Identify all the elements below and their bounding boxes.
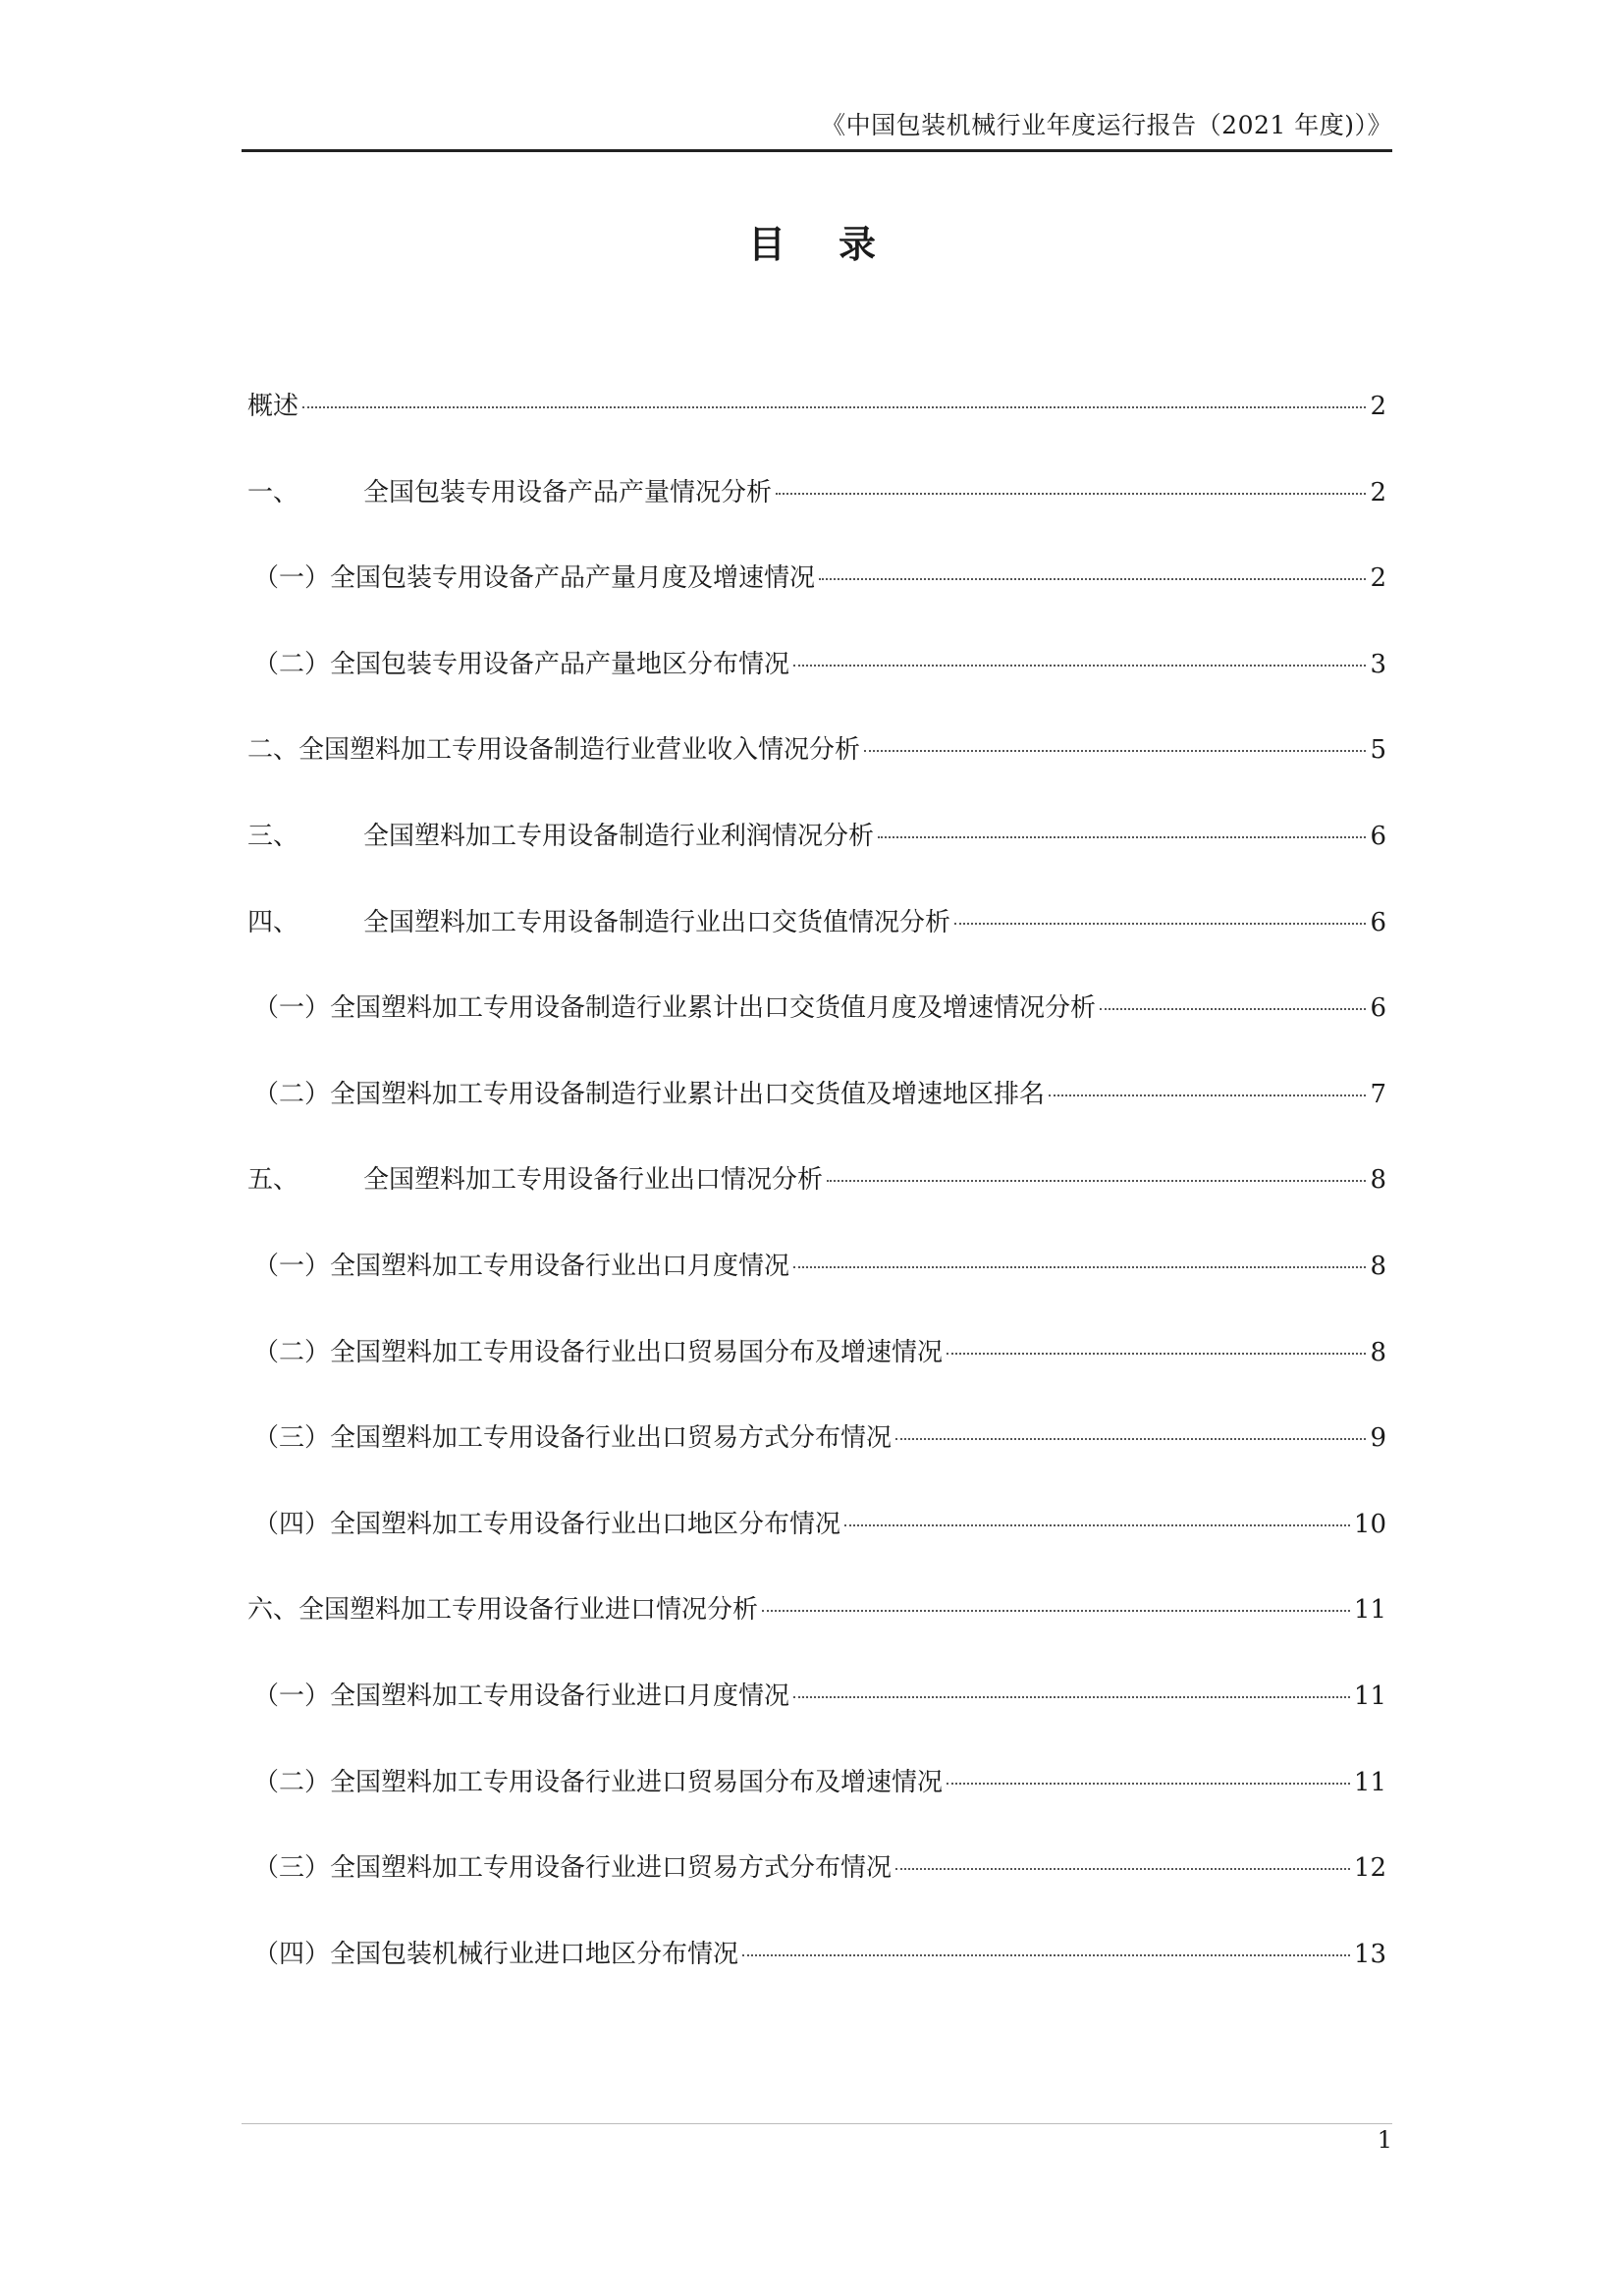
toc-entry-section-1-1[interactable] [247,561,1386,647]
dot-leader [819,578,1366,580]
dot-leader [762,1610,1350,1612]
page-number: 1 [1377,2126,1392,2154]
toc-entry-number: 四、 [247,907,299,937]
toc-entry-section-6-1[interactable] [247,1679,1386,1765]
toc-entry-section-3[interactable] [247,819,1386,905]
toc-entry-title: 全国塑料加工专用设备行业出口地区分布情况 [330,1509,841,1539]
toc-entry-number: （四） [253,1509,331,1539]
toc-entry-number: 二、 [247,735,299,766]
dot-leader [793,1696,1350,1698]
dot-leader [742,1954,1350,1956]
toc-entry-section-6-4[interactable] [247,1937,1386,2023]
running-header: 《中国包装机械行业年度运行报告（2021 年度)）》 [821,111,1392,139]
toc-entry-number: 一、 [247,477,299,507]
dot-leader [895,1868,1350,1870]
toc-entry-section-6[interactable] [247,1592,1386,1679]
toc-entry-title: 概述 [247,392,299,421]
toc-entry-section-2[interactable] [247,732,1386,819]
toc-entry-section-5-4[interactable] [247,1507,1386,1593]
toc-entry-page: 11 [1353,1681,1386,1711]
dot-leader [844,1524,1350,1526]
toc-entry-number: 三、 [247,821,299,851]
toc-entry-title: 全国塑料加工专用设备制造行业累计出口交货值月度及增速情况分析 [330,993,1097,1024]
toc-entry-title: 全国塑料加工专用设备行业出口贸易国分布及增速情况 [330,1337,944,1367]
toc-entry-page: 11 [1353,1595,1386,1626]
toc-entry-title: 全国塑料加工专用设备行业出口月度情况 [330,1251,790,1281]
toc-entry-title: 全国包装机械行业进口地区分布情况 [330,1939,739,1969]
toc-entry-title: 全国塑料加工专用设备行业进口情况分析 [298,1595,759,1626]
toc-entry-page: 8 [1370,1251,1386,1281]
toc-entry-number: （一） [253,563,331,594]
toc-entry-overview[interactable] [247,389,1386,475]
dot-leader [895,1438,1366,1440]
dot-leader [1049,1095,1366,1096]
toc-title: 目录 [747,223,929,266]
toc-entry-section-6-2[interactable] [247,1765,1386,1851]
dot-leader [947,1353,1366,1355]
toc-entry-number: （三） [253,1423,331,1454]
toc-entry-title: 全国塑料加工专用设备行业进口贸易方式分布情况 [330,1853,893,1884]
toc-entry-page: 6 [1370,993,1386,1024]
toc-entry-section-5-2[interactable] [247,1335,1386,1421]
toc-entry-number: 六、 [247,1595,299,1626]
toc-entry-page: 7 [1370,1079,1386,1109]
toc-entry-page: 13 [1353,1939,1386,1969]
toc-entry-page: 2 [1370,477,1386,507]
toc-entry-section-4-1[interactable] [247,990,1386,1077]
toc-entry-title: 全国塑料加工专用设备行业出口情况分析 [363,1165,824,1196]
toc-entry-title: 全国塑料加工专用设备制造行业营业收入情况分析 [298,735,861,766]
toc-entry-page: 10 [1353,1509,1386,1539]
dot-leader [793,1266,1366,1268]
toc-entry-number: （一） [253,1681,331,1711]
toc-entry-page: 12 [1353,1853,1386,1884]
toc-entry-title: 全国包装专用设备产品产量情况分析 [363,477,773,507]
toc-entry-number: （二） [253,649,331,679]
footer-rule [242,2123,1392,2124]
toc-entry-section-5-1[interactable] [247,1249,1386,1335]
toc-entry-section-4-2[interactable] [247,1077,1386,1163]
toc-entry-number: （四） [253,1939,331,1969]
dot-leader [1100,1008,1366,1010]
toc-entry-number: （一） [253,1251,331,1281]
toc-entry-title: 全国塑料加工专用设备行业进口贸易国分布及增速情况 [330,1767,944,1797]
toc-entry-page: 5 [1370,735,1386,766]
toc-entry-page: 8 [1370,1337,1386,1367]
header-rule [242,149,1392,152]
toc-entry-page: 11 [1353,1767,1386,1797]
toc-entry-page: 2 [1370,563,1386,594]
table-of-contents [247,389,1386,2022]
toc-entry-page: 8 [1370,1165,1386,1196]
dot-leader [302,406,1366,408]
toc-entry-page: 6 [1370,907,1386,937]
toc-entry-title: 全国塑料加工专用设备行业进口月度情况 [330,1681,790,1711]
toc-entry-number: （一） [253,993,331,1024]
toc-entry-number: （三） [253,1853,331,1884]
dot-leader [776,493,1366,495]
toc-entry-title: 全国塑料加工专用设备制造行业累计出口交货值及增速地区排名 [330,1079,1046,1109]
toc-entry-title: 全国塑料加工专用设备制造行业出口交货值情况分析 [363,907,951,937]
dot-leader [878,836,1366,838]
dot-leader [954,923,1366,925]
toc-entry-section-5[interactable] [247,1162,1386,1249]
toc-entry-section-1[interactable] [247,475,1386,561]
toc-entry-page: 6 [1370,821,1386,851]
toc-entry-title: 全国包装专用设备产品产量地区分布情况 [330,649,790,679]
toc-entry-page: 3 [1370,649,1386,679]
toc-entry-title: 全国塑料加工专用设备行业出口贸易方式分布情况 [330,1423,893,1454]
toc-entry-section-5-3[interactable] [247,1420,1386,1507]
toc-entry-number: 五、 [247,1165,299,1196]
toc-entry-number: （二） [253,1767,331,1797]
toc-entry-title: 全国塑料加工专用设备制造行业利润情况分析 [363,821,875,851]
toc-entry-section-4[interactable] [247,905,1386,991]
toc-entry-number: （二） [253,1337,331,1367]
toc-entry-page: 9 [1370,1423,1386,1454]
dot-leader [947,1783,1350,1785]
dot-leader [864,750,1366,752]
toc-entry-page: 2 [1370,392,1386,421]
dot-leader [827,1180,1366,1182]
toc-entry-title: 全国包装专用设备产品产量月度及增速情况 [330,563,816,594]
toc-entry-section-1-2[interactable] [247,647,1386,733]
toc-entry-number: （二） [253,1079,331,1109]
dot-leader [793,665,1366,667]
toc-entry-section-6-3[interactable] [247,1850,1386,1937]
